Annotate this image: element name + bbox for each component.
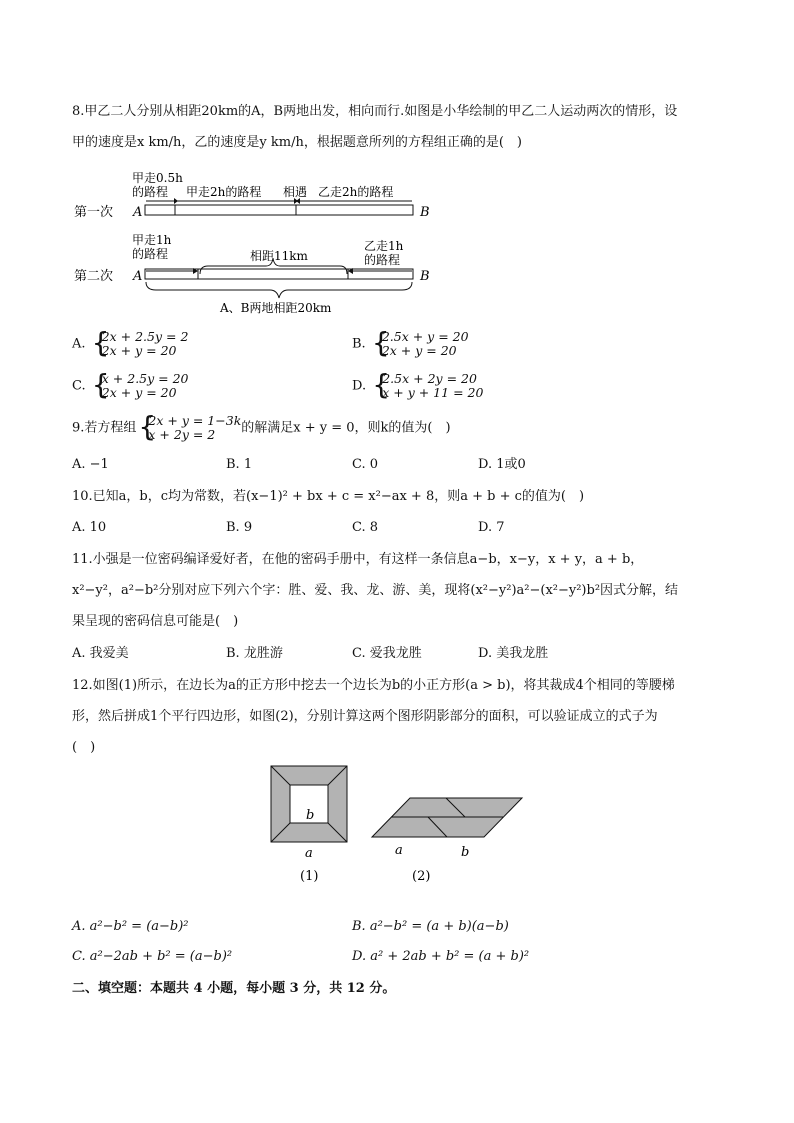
q12-stem-line2: 形，然后拼成1个平行四边形，如图(2)，分别计算这两个图形阴影部分的面积，可以验证成立的式子为 — [72, 709, 658, 724]
q12-stem-line3: ( ) — [72, 740, 96, 755]
row1-t1b: 的路程 — [132, 185, 169, 199]
q8-option-d[interactable] — [352, 368, 484, 401]
q8-option-c[interactable] — [72, 368, 189, 401]
q8-option-d-eq1: 2.5x + 2y = 20 — [382, 371, 477, 386]
q9-stem — [72, 410, 451, 443]
fig2-label-b: b — [461, 845, 470, 860]
q8-option-c-system: { x + 2.5y = 20 2x + y = 20 — [91, 368, 189, 401]
row2-mid-label: 相距11km — [250, 249, 308, 263]
q11-option-a[interactable]: A. 我爱美 — [72, 646, 129, 661]
row2-point-a: A — [133, 269, 143, 284]
q11-option-b[interactable]: B. 龙胜游 — [226, 646, 283, 661]
q8-stem-line2: 甲的速度是x km/h，乙的速度是y km/h，根据题意所列的方程组正确的是( ) — [72, 135, 522, 150]
q9-option-a[interactable]: A. −1 — [72, 457, 109, 472]
q8-option-b-eq1: 2.5x + y = 20 — [381, 329, 469, 344]
q9-stem-pre: 9.若方程组 — [72, 420, 137, 436]
q8-option-b[interactable] — [352, 326, 469, 359]
fig1-label-b: b — [306, 808, 315, 823]
fig2-label-a: a — [395, 843, 403, 858]
q8-option-a-eq2: 2x + y = 20 — [101, 343, 177, 358]
q10-option-b[interactable]: B. 9 — [226, 520, 253, 535]
row2-label: 第二次 — [74, 269, 114, 284]
q8-option-d-eq2: x + y + 11 = 20 — [382, 385, 484, 400]
row1-t3: 相遇 — [283, 185, 308, 199]
q8-option-a-system: { 2x + 2.5y = 2 2x + y = 20 — [91, 326, 189, 359]
q8-option-a[interactable] — [72, 326, 189, 359]
row1-segment — [145, 205, 413, 215]
q8-option-b-system: { 2.5x + y = 20 2x + y = 20 — [371, 326, 469, 359]
row2-point-b: B — [420, 269, 430, 284]
bottom-label: A、B两地相距20km — [220, 301, 332, 315]
q9-eq2: x + 2y = 2 — [148, 427, 216, 442]
q9-option-c[interactable]: C. 0 — [352, 457, 379, 472]
row2-t1a: 甲走1h — [132, 233, 172, 247]
q10-stem: 10.已知a，b，c均为常数，若(x−1)² + bx + c = x²−ax + 8，则a + b + c的值为( ) — [72, 489, 585, 504]
q8-option-c-label: C. — [72, 378, 86, 394]
q12-option-b[interactable]: B. a²−b² = (a + b)(a−b) — [352, 919, 509, 934]
q12-option-c[interactable]: C. a²−2ab + b² = (a−b)² — [72, 949, 233, 964]
row1-point-a: A — [133, 205, 143, 220]
q12-option-a[interactable]: A. a²−b² = (a−b)² — [72, 919, 189, 934]
q8-option-c-eq2: 2x + y = 20 — [101, 385, 177, 400]
q8-stem-line1: 8.甲乙二人分别从相距20km的A，B两地出发，相向而行.如图是小华绘制的甲乙二人运动两次的情形，设 — [72, 104, 678, 119]
q11-stem-line3: 果呈现的密码信息可能是( ) — [72, 614, 239, 629]
q8-option-c-eq1: x + 2.5y = 20 — [101, 371, 189, 386]
row2-t3a: 乙走1h — [364, 239, 404, 253]
row1-t2: 甲走2h的路程 — [186, 185, 262, 199]
q9-system: { 2x + y = 1−3k x + 2y = 2 — [138, 410, 242, 443]
q12-figures — [260, 760, 540, 890]
row1-t1a: 甲走0.5h — [132, 171, 183, 185]
fig2-caption: (2) — [412, 869, 431, 884]
bottom-brace — [146, 282, 412, 298]
row1-label: 第一次 — [74, 205, 114, 220]
q8-option-d-system: { 2.5x + 2y = 20 x + y + 11 = 20 — [372, 368, 484, 401]
q9-stem-post: 的解满足x + y = 0，则k的值为( ) — [241, 420, 451, 436]
q12-stem-line1: 12.如图(1)所示，在边长为a的正方形中挖去一个边长为b的小正方形(a > b)，将其裁成4个相同的等腰梯 — [72, 678, 675, 693]
row2-t1b: 的路程 — [132, 247, 169, 261]
q10-option-a[interactable]: A. 10 — [72, 520, 107, 535]
q8-diagram — [70, 170, 450, 320]
q8-option-d-label: D. — [352, 378, 367, 394]
fig1-caption: (1) — [300, 869, 319, 884]
fig1-label-a: a — [305, 846, 313, 861]
q9-eq1: 2x + y = 1−3k — [148, 413, 242, 428]
q8-option-b-label: B. — [352, 336, 366, 352]
q11-option-d[interactable]: D. 美我龙胜 — [478, 646, 549, 661]
q9-option-b[interactable]: B. 1 — [226, 457, 253, 472]
q10-option-d[interactable]: D. 7 — [478, 520, 505, 535]
q11-option-c[interactable]: C. 爱我龙胜 — [352, 646, 422, 661]
q11-stem-line1: 11.小强是一位密码编译爱好者，在他的密码手册中，有这样一条信息a−b，x−y，x + y，a + b， — [72, 552, 644, 567]
q8-option-a-label: A. — [72, 336, 86, 352]
section-2-heading: 二、填空题：本题共 4 小题，每小题 3 分，共 12 分。 — [72, 981, 396, 996]
q12-option-d[interactable]: D. a² + 2ab + b² = (a + b)² — [352, 949, 530, 964]
q11-stem-line2: x²−y²，a²−b²分别对应下列六个字：胜、爱、我、龙、游、美，现将(x²−y²)a²−(x²−y²)b²因式分解，结 — [72, 583, 679, 598]
row2-t3b: 的路程 — [364, 253, 401, 267]
q9-option-d[interactable]: D. 1或0 — [478, 457, 526, 472]
row1-t4: 乙走2h的路程 — [318, 185, 394, 199]
q8-option-b-eq2: 2x + y = 20 — [381, 343, 457, 358]
row1-point-b: B — [420, 205, 430, 220]
q10-option-c[interactable]: C. 8 — [352, 520, 379, 535]
q8-option-a-eq1: 2x + 2.5y = 2 — [101, 329, 189, 344]
